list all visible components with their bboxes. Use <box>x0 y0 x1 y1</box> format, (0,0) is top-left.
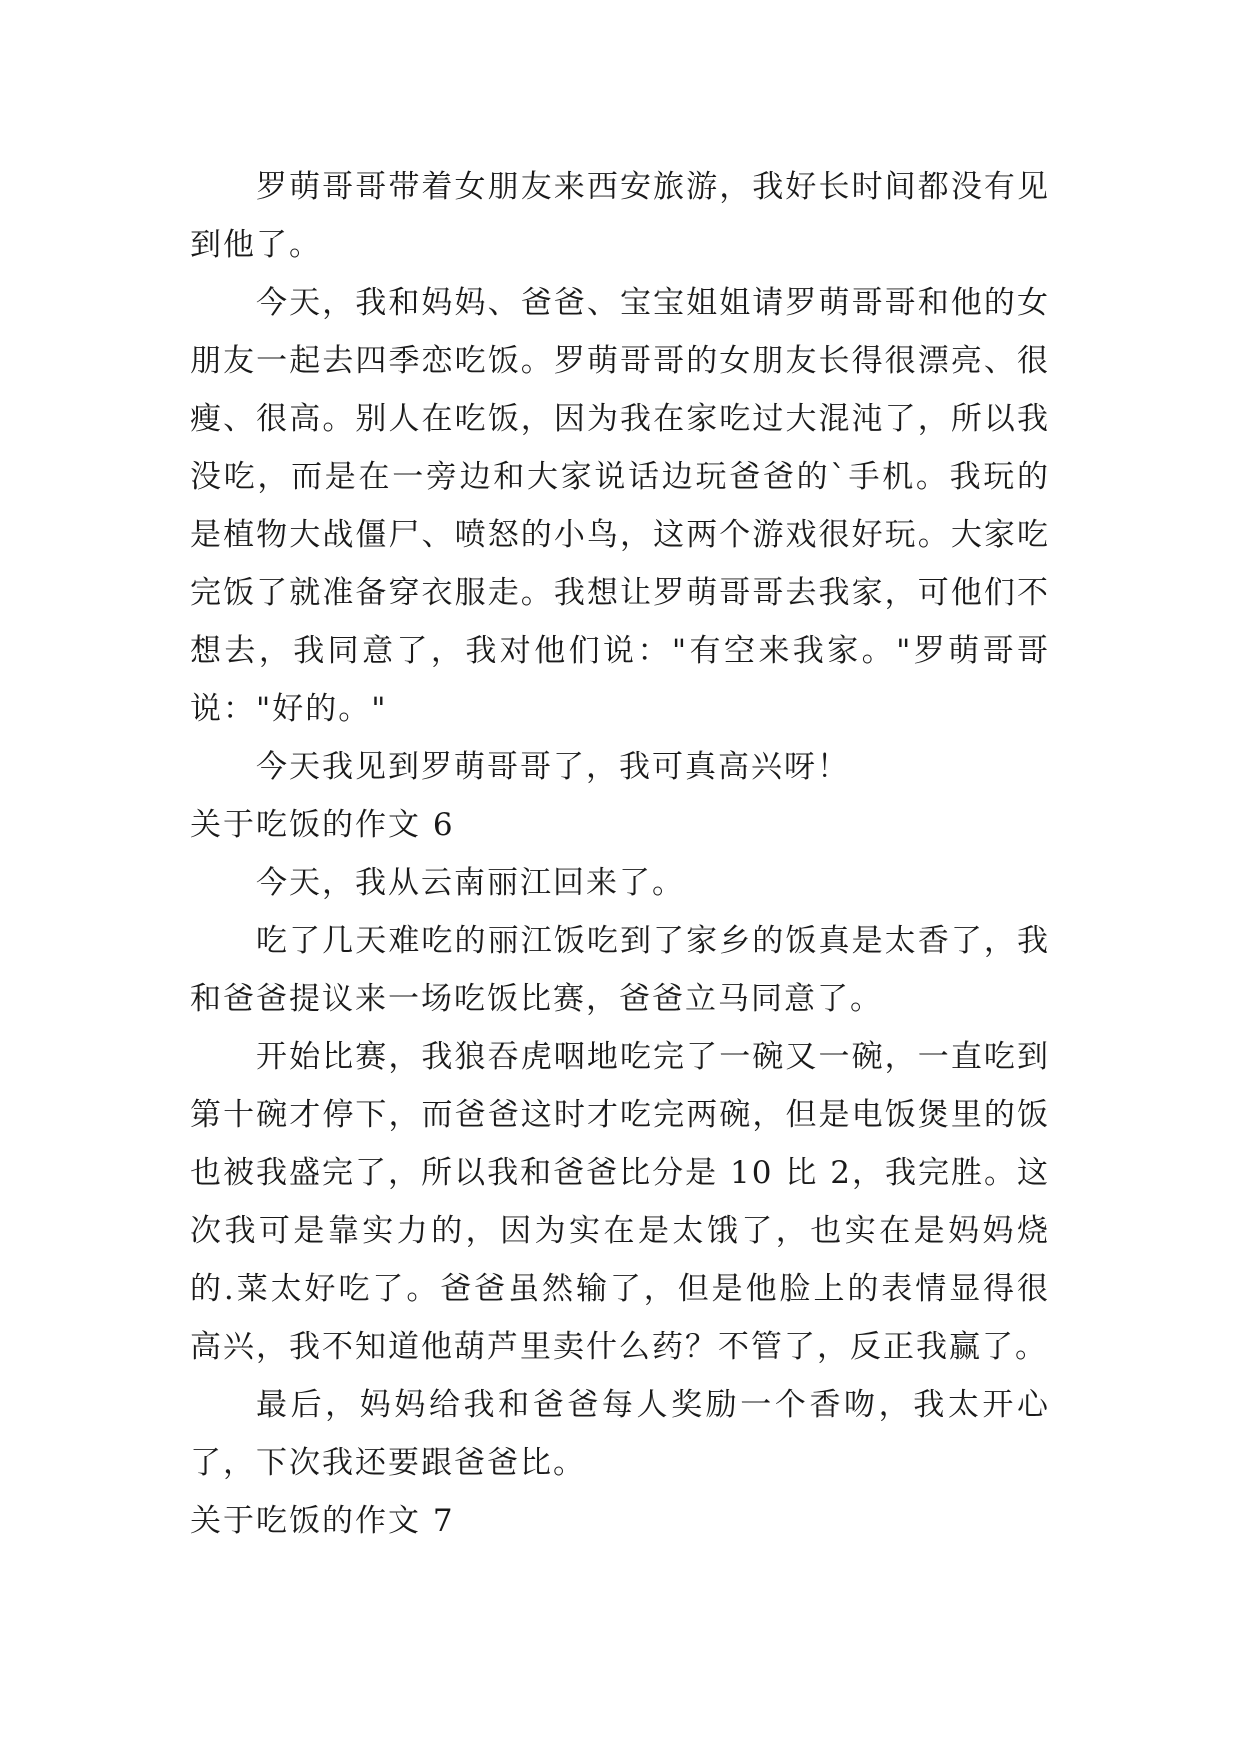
paragraph-happy-ending: 今天我见到罗萌哥哥了，我可真高兴呀！ <box>256 749 850 785</box>
paragraph-contest-result: 开始比赛，我狼吞虎咽地吃完了一碗又一碗，一直吃到第十碗才停下，而爸爸这时才吃完两碗，但是电饭煲里的饭也被我盛完了，所以我和爸爸比分是 10 比 2，我完胜。这次我可是靠实力的，因为实在是太饿了，也实在是妈妈烧的.菜太好吃了。爸爸虽然输了，但是他脸上的表情显得很高兴，我不知道他葫芦里卖什么药？不管了，反正我赢了。 <box>190 1039 1050 1365</box>
paragraph-reward: 最后，妈妈给我和爸爸每人奖励一个香吻，我太开心了，下次我还要跟爸爸比。 <box>190 1387 1050 1481</box>
section-7-title: 关于吃饭的作文 7 <box>190 1503 455 1539</box>
paragraph-dinner-story: 今天，我和妈妈、爸爸、宝宝姐姐请罗萌哥哥和他的女朋友一起去四季恋吃饭。罗萌哥哥的女朋友长得很漂亮、很瘦、很高。别人在吃饭，因为我在家吃过大混沌了，所以我没吃，而是在一旁边和大家说话边玩爸爸的`手机。我玩的是植物大战僵尸、喷怒的小鸟，这两个游戏很好玩。大家吃完饭了就准备穿衣服走。我想让罗萌哥哥去我家，可他们不想去，我同意了，我对他们说："有空来我家。"罗萌哥哥说："好的。" <box>190 285 1050 727</box>
paragraph-return-home: 今天，我从云南丽江回来了。 <box>256 865 685 901</box>
document-body <box>190 158 1050 1550</box>
paragraph-contest-proposal: 吃了几天难吃的丽江饭吃到了家乡的饭真是太香了，我和爸爸提议来一场吃饭比赛，爸爸立马同意了。 <box>190 923 1050 1017</box>
paragraph-visit-arrival: 罗萌哥哥带着女朋友来西安旅游，我好长时间都没有见到他了。 <box>190 169 1050 263</box>
section-6-title: 关于吃饭的作文 6 <box>190 807 455 843</box>
